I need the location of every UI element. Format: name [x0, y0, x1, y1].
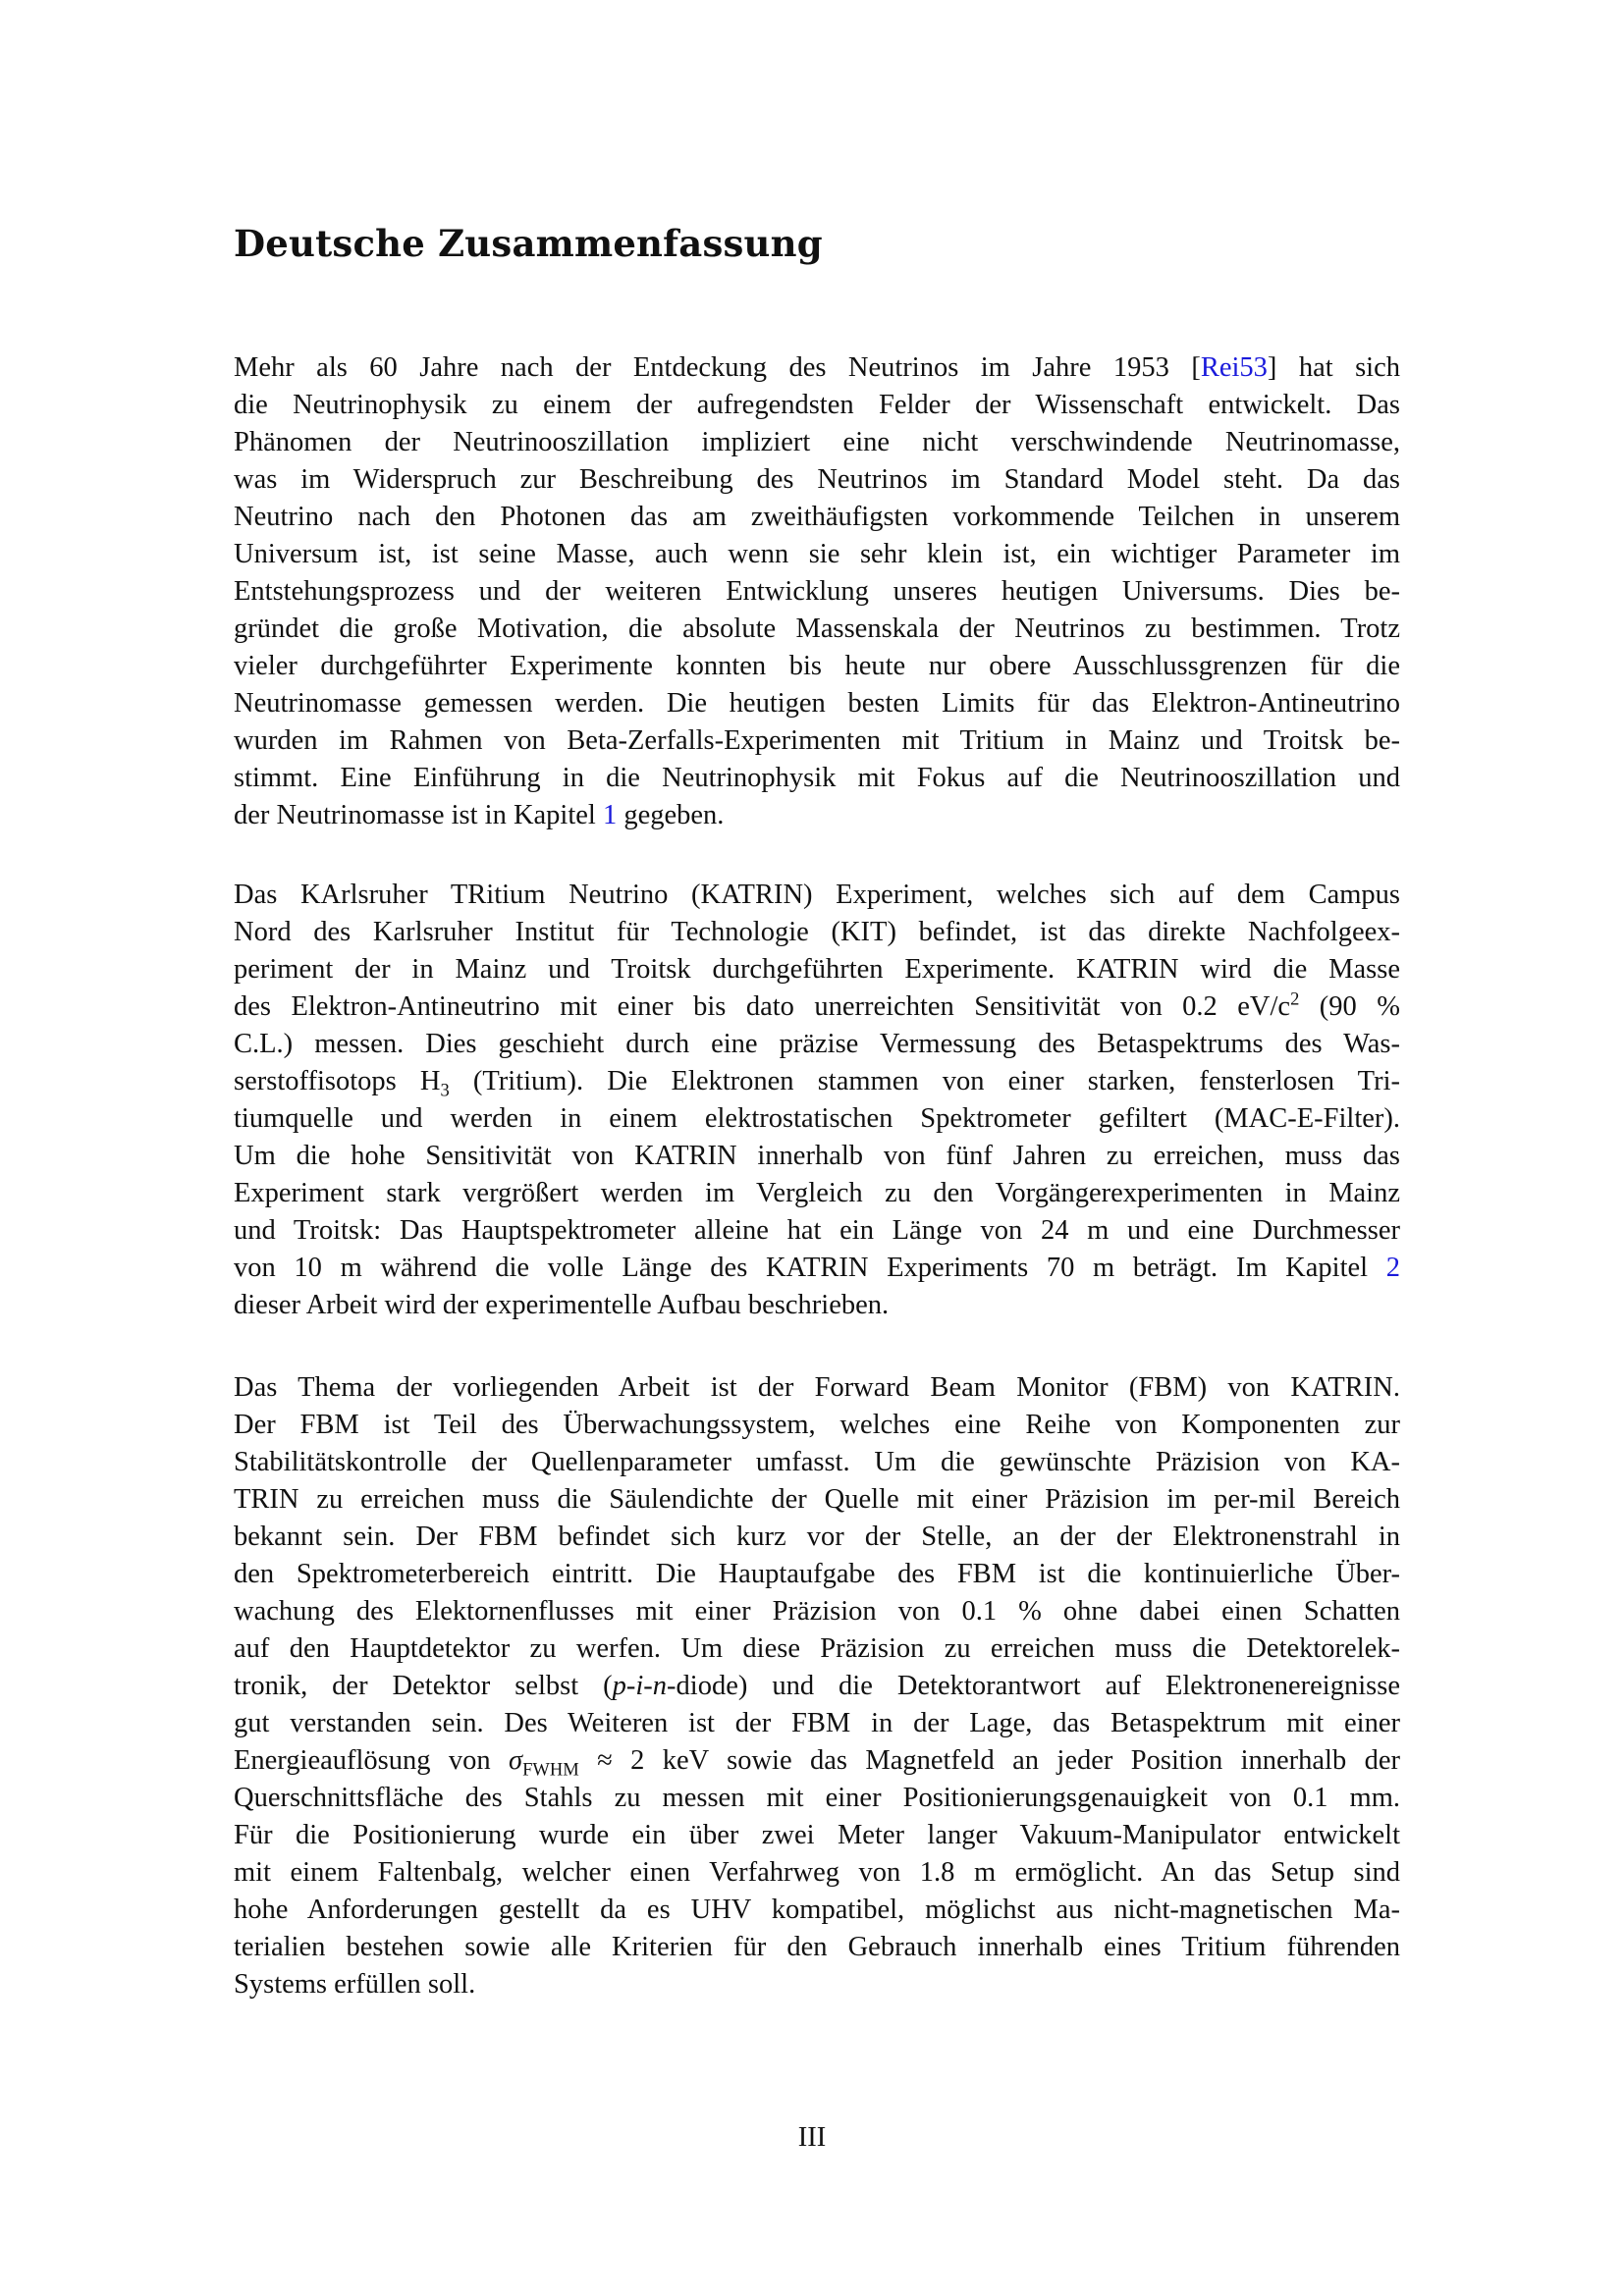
text-line: Nord des Karlsruher Institut für Technologie (KIT) befindet, ist das direkte Nachfolgeex-: [234, 917, 1400, 947]
math-italic: p-i-n: [612, 1671, 668, 1701]
line-text: Energieauflösung von: [234, 1745, 510, 1776]
reference-link[interactable]: 2: [1385, 1253, 1400, 1283]
text-line: den Spektrometerbereich eintritt. Die Hauptaufgabe des FBM ist die kontinuierliche Über-: [234, 1559, 1400, 1589]
line-text: der Neutrinomasse ist in Kapitel: [234, 800, 603, 830]
text-line: vieler durchgeführter Experimente konnten bis heute nur obere Ausschlussgrenzen für die: [234, 651, 1400, 681]
text-line: [234, 1250, 1400, 1287]
line-text: des Elektron-Antineutrino mit einer bis dato unerreichten Sensitivität von 0.2 eV/c: [234, 991, 1291, 1022]
reference-link[interactable]: Rei53: [1200, 352, 1268, 383]
subscript: FWHM: [522, 1759, 579, 1781]
text-line: was im Widerspruch zur Beschreibung des Neutrinos im Standard Model steht. Da das: [234, 464, 1400, 495]
text-line: Querschnittsfläche des Stahls zu messen mit einer Positionierungsgenauigkeit von 0.1 mm.: [234, 1783, 1400, 1813]
text-line: und Troitsk: Das Hauptspektrometer alleine hat ein Länge von 24 m und eine Durchmesser: [234, 1215, 1400, 1246]
reference-link[interactable]: 1: [602, 800, 618, 830]
page-number: III: [797, 2122, 827, 2153]
text-line: Experiment stark vergrößert werden im Vergleich zu den Vorgängerexperimenten in Mainz: [234, 1178, 1400, 1208]
line-text: -diode) und die Detektorantwort auf Elektronenereignisse: [667, 1671, 1400, 1701]
text-line: Das Thema der vorliegenden Arbeit ist der Forward Beam Monitor (FBM) von KATRIN.: [234, 1372, 1400, 1403]
text-line: auf den Hauptdetektor zu werfen. Um diese Präzision zu erreichen muss die Detektorelek-: [234, 1633, 1400, 1664]
text-line: [234, 1742, 1400, 1780]
line-text: gegeben.: [617, 800, 725, 830]
text-line: TRIN zu erreichen muss die Säulendichte der Quelle mit einer Präzision im per-mil Bereich: [234, 1484, 1400, 1515]
text-line: Der FBM ist Teil des Überwachungssystem, welches eine Reihe von Komponenten zur: [234, 1410, 1400, 1440]
text-line: Entstehungsprozess und der weiteren Entwicklung unseres heutigen Universums. Dies be-: [234, 576, 1400, 607]
paragraph-forward-beam-monitor: [234, 1369, 1400, 2003]
chapter-title: Deutsche Zusammenfassung: [234, 222, 823, 265]
line-text: (Tritium). Die Elektronen stammen von einer starken, fensterlosen Tri-: [449, 1066, 1400, 1096]
line-text: ] hat sich: [1267, 352, 1401, 383]
text-line: gut verstanden sein. Des Weiteren ist der FBM in der Lage, das Betaspektrum mit einer: [234, 1708, 1400, 1738]
text-line: [234, 349, 1400, 387]
text-line: Universum ist, ist seine Masse, auch wenn sie sehr klein ist, ein wichtiger Parameter im: [234, 539, 1400, 569]
math-italic: σ: [509, 1745, 523, 1776]
text-line: wachung des Elektornenflusses mit einer Präzision von 0.1 % ohne dabei einen Schatten: [234, 1596, 1400, 1627]
text-line: Um die hohe Sensitivität von KATRIN innerhalb von fünf Jahren zu erreichen, muss das: [234, 1141, 1400, 1171]
text-line: Für die Positionierung wurde ein über zwei Meter langer Vakuum-Manipulator entwickelt: [234, 1820, 1400, 1850]
line-text: serstoffisotops H: [234, 1066, 441, 1096]
text-line: gründet die große Motivation, die absolute Massenskala der Neutrinos zu bestimmen. Trotz: [234, 614, 1400, 644]
text-line: bekannt sein. Der FBM befindet sich kurz vor der Stelle, an der der Elektronenstrahl in: [234, 1522, 1400, 1552]
text-line: stimmt. Eine Einführung in die Neutrinophysik mit Fokus auf die Neutrinooszillation und: [234, 763, 1400, 793]
text-line: Neutrino nach den Photonen das am zweithäufigsten vorkommende Teilchen in unserem: [234, 502, 1400, 532]
text-line: terialien bestehen sowie alle Kriterien für den Gebrauch innerhalb eines Tritium führenden: [234, 1932, 1400, 1962]
text-line: Systems erfüllen soll.: [234, 1969, 476, 2000]
line-text: (90 %: [1299, 991, 1400, 1022]
text-line: mit einem Faltenbalg, welcher einen Verfahrweg von 1.8 m ermöglicht. An das Setup sind: [234, 1857, 1400, 1888]
paragraph-katrin-experiment: [234, 877, 1400, 1324]
line-text: ≈ 2 keV sowie das Magnetfeld an jeder Position innerhalb der: [578, 1745, 1400, 1776]
paragraph-neutrino-intro: [234, 349, 1400, 834]
text-line: C.L.) messen. Dies geschieht durch eine präzise Vermessung des Betaspektrums des Was-: [234, 1029, 1400, 1059]
line-text: Mehr als 60 Jahre nach der Entdeckung des Neutrinos im Jahre 1953 [: [234, 352, 1201, 383]
text-line: Neutrinomasse gemessen werden. Die heutigen besten Limits für das Elektron-Antineutrino: [234, 688, 1400, 719]
subscript: 3: [440, 1080, 450, 1101]
line-text: tronik, der Detektor selbst (: [234, 1671, 613, 1701]
text-line: Phänomen der Neutrinooszillation impliziert eine nicht verschwindende Neutrinomasse,: [234, 427, 1400, 457]
text-line: tiumquelle und werden in einem elektrostatischen Spektrometer gefiltert (MAC-E-Filter).: [234, 1103, 1400, 1134]
line-text: von 10 m während die volle Länge des KATRIN Experiments 70 m beträgt. Im Kapitel: [234, 1253, 1386, 1283]
text-line: [234, 1668, 1400, 1705]
text-line: [234, 988, 1400, 1026]
text-line: Das KArlsruher TRitium Neutrino (KATRIN) Experiment, welches sich auf dem Campus: [234, 880, 1400, 910]
text-line: [234, 1063, 1400, 1100]
text-line: wurden im Rahmen von Beta-Zerfalls-Experimenten mit Tritium in Mainz und Troitsk be-: [234, 725, 1400, 756]
text-line: die Neutrinophysik zu einem der aufregendsten Felder der Wissenschaft entwickelt. Das: [234, 390, 1400, 420]
text-line: [234, 797, 1400, 834]
superscript: 2: [1290, 988, 1300, 1010]
text-line: dieser Arbeit wird der experimentelle Aufbau beschrieben.: [234, 1290, 890, 1320]
text-line: Stabilitätskontrolle der Quellenparameter umfasst. Um die gewünschte Präzision von KA-: [234, 1447, 1400, 1477]
text-line: hohe Anforderungen gestellt da es UHV kompatibel, möglichst aus nicht-magnetischen Ma-: [234, 1895, 1400, 1925]
text-line: periment der in Mainz und Troitsk durchgeführten Experimente. KATRIN wird die Masse: [234, 954, 1400, 985]
